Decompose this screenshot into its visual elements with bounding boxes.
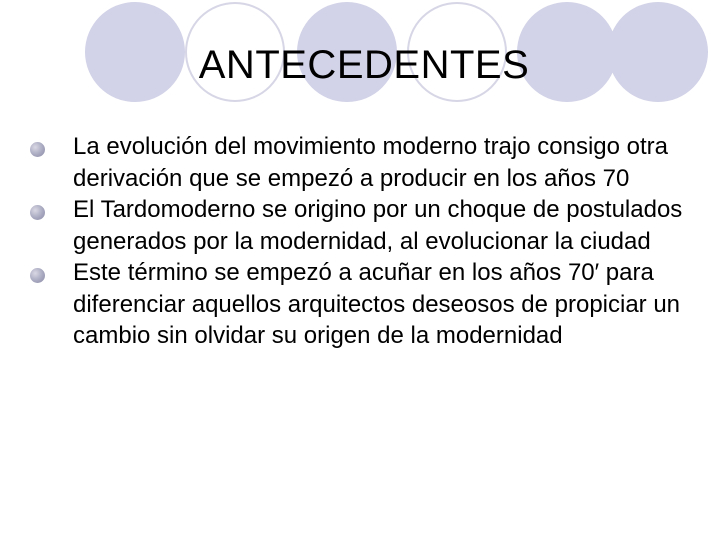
slide-title: ANTECEDENTES <box>198 43 530 87</box>
bullet-text: La evolución del movimiento moderno trajo consigo otra derivación que se empezó a producir en los años 70 <box>73 133 668 192</box>
bullet-text: El Tardomoderno se origino por un choque de postulados generados por la modernidad, al evolucionar la ciudad <box>73 196 683 255</box>
bullet-list <box>30 131 700 352</box>
bullet-text: Este término se empezó a acuñar en los años 70′ para diferenciar aquellos arquitectos deseosos de propiciar un cambio sin olvidar su origen de la modernidad <box>73 259 681 349</box>
bullet-item <box>30 194 700 257</box>
bullet-item <box>30 257 700 352</box>
bullet-item <box>30 131 700 194</box>
